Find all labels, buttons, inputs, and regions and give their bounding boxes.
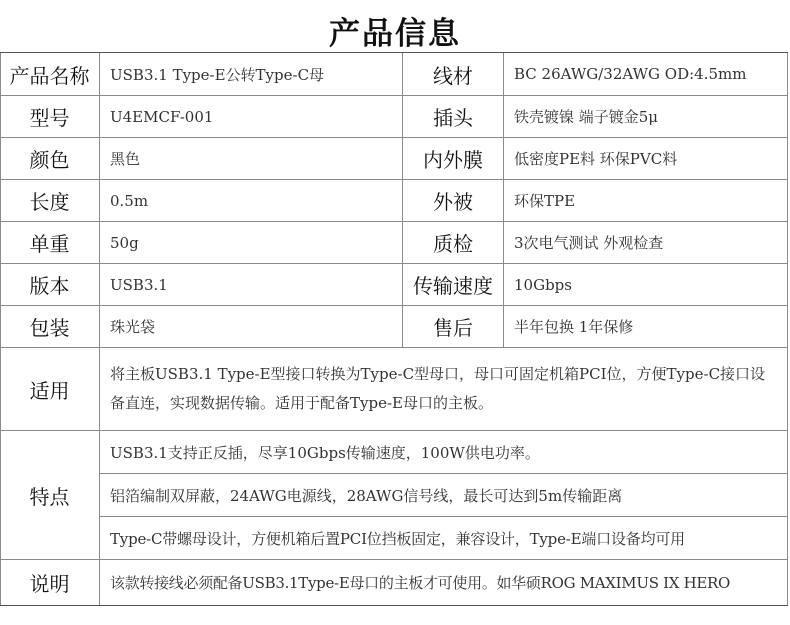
label-after-sales: 售后 xyxy=(433,316,473,340)
value-cable: BC 26AWG/32AWG OD:4.5mm xyxy=(514,65,747,83)
value-color: 黑色 xyxy=(110,150,141,168)
label-notes: 说明 xyxy=(29,572,70,596)
value-after-sales: 半年包换 1年保修 xyxy=(514,318,634,336)
label-model: 型号 xyxy=(29,106,70,130)
label-product-name: 产品名称 xyxy=(9,63,90,88)
value-plug: 铁壳镀镍 端子镀金5μ xyxy=(514,108,659,126)
label-jacket: 外被 xyxy=(433,190,473,214)
label-usage: 适用 xyxy=(29,378,70,403)
label-inner-outer-film: 内外膜 xyxy=(423,148,483,172)
value-weight: 50g xyxy=(110,233,139,252)
product-info-table xyxy=(0,52,788,606)
value-quality-check: 3次电气测试 外观检查 xyxy=(514,234,664,252)
value-version: USB3.1 xyxy=(110,275,168,294)
page-title: 产品信息 xyxy=(329,16,461,52)
label-features: 特点 xyxy=(29,484,70,509)
label-transfer-speed: 传输速度 xyxy=(413,274,493,298)
label-version: 版本 xyxy=(29,274,70,298)
feature-item: Type-C带螺母设计，方便机箱后置PCI位挡板固定，兼容设计，Type-E端口设备均可用 xyxy=(110,529,685,548)
value-transfer-speed: 10Gbps xyxy=(514,275,572,294)
feature-item: 铝箔编制双屏蔽，24AWG电源线，28AWG信号线，最长可达到5m传输距离 xyxy=(110,486,623,505)
value-length: 0.5m xyxy=(110,191,149,210)
label-packaging: 包装 xyxy=(29,316,70,340)
label-color: 颜色 xyxy=(29,148,70,172)
label-weight: 单重 xyxy=(29,232,70,256)
value-jacket: 环保TPE xyxy=(514,192,576,210)
value-notes: 该款转接线必须配备USB3.1Type-E母口的主板才可使用。如华硕ROG MAXIMUS IX HERO xyxy=(110,574,731,592)
feature-item: USB3.1支持正反插，尽享10Gbps传输速度，100W供电功率。 xyxy=(110,443,540,462)
value-packaging: 珠光袋 xyxy=(110,318,156,336)
table-border-right xyxy=(787,53,788,605)
value-model: U4EMCF-001 xyxy=(110,107,214,126)
label-plug: 插头 xyxy=(433,106,473,130)
label-length: 长度 xyxy=(29,190,70,214)
value-usage: 将主板USB3.1 Type-E型接口转换为Type-C型母口，母口可固定机箱PCI位，方便Type-C接口设备直连，实现数据传输。适用于配备Type-E母口的主板。 xyxy=(110,365,766,412)
value-inner-outer-film: 低密度PE料 环保PVC料 xyxy=(514,150,678,168)
label-cable: 线材 xyxy=(433,63,473,88)
value-product-name: USB3.1 Type-E公转Type-C母 xyxy=(110,65,325,84)
label-quality-check: 质检 xyxy=(433,232,473,256)
